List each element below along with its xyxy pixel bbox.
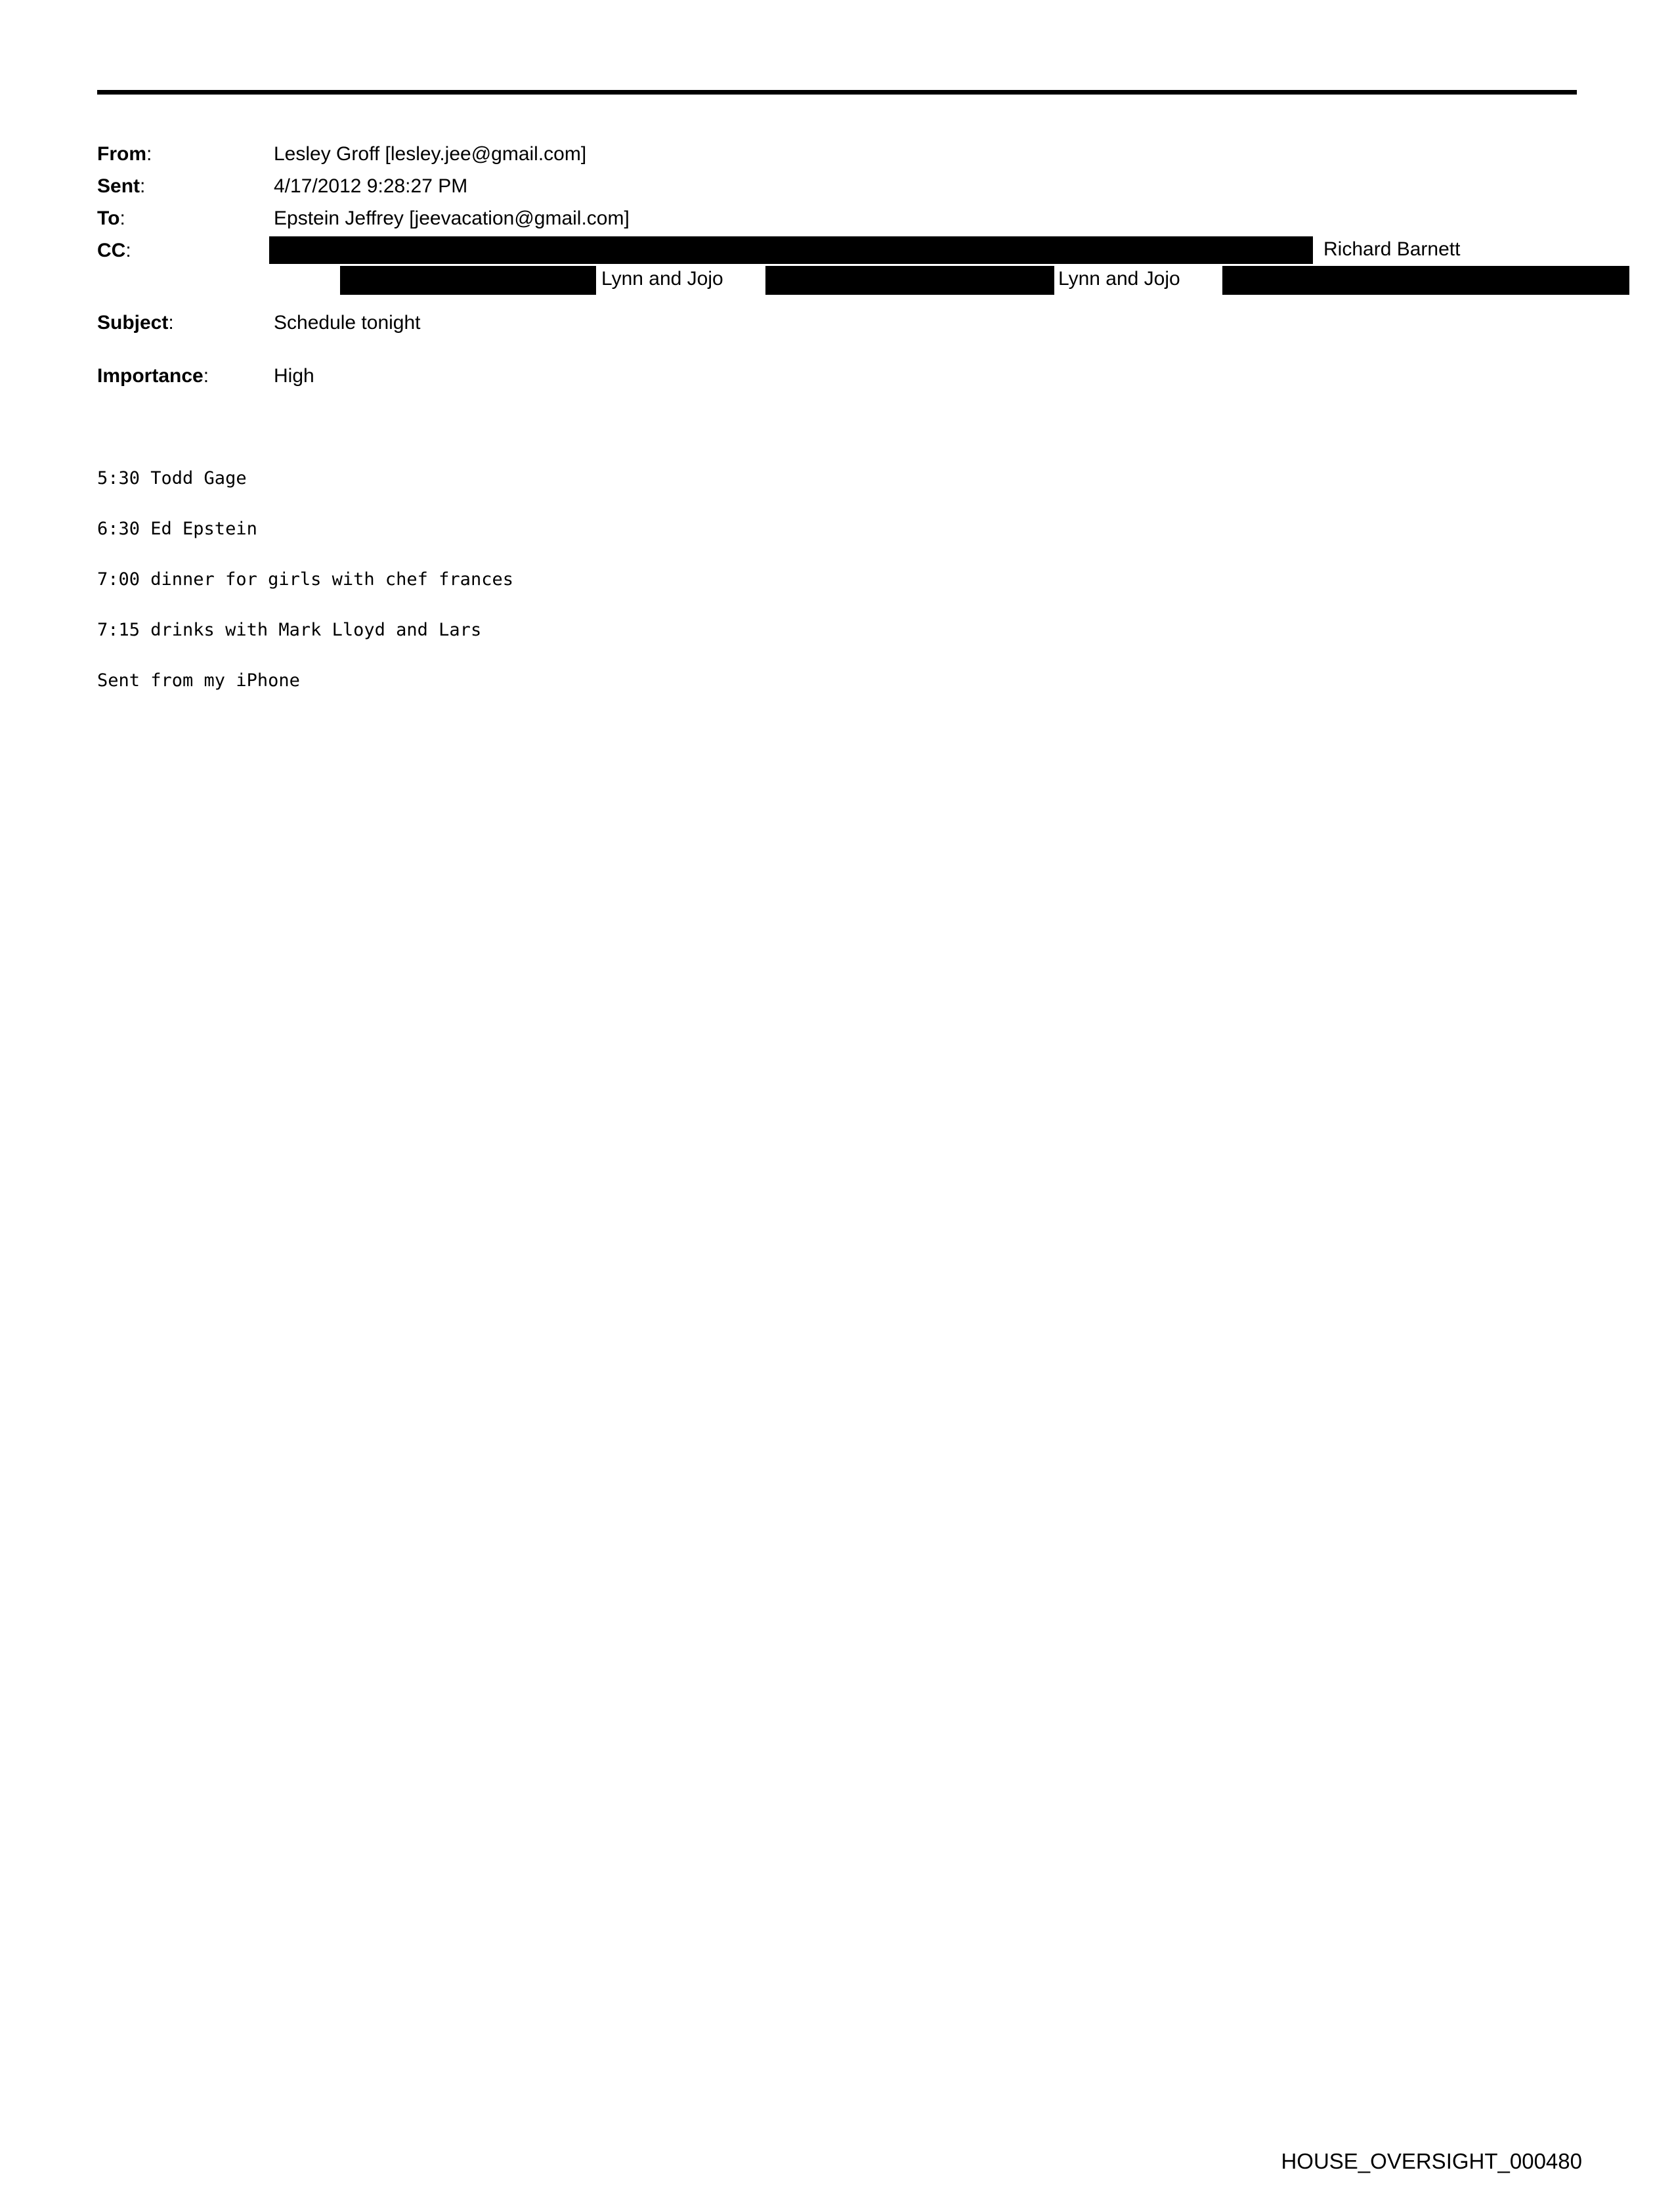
redaction-bar-cc-2: [340, 266, 596, 295]
header-value-from: Lesley Groff [lesley.jee@gmail.com]: [274, 143, 587, 165]
header-row-sent: [97, 170, 1581, 202]
header-row-to: [97, 202, 1581, 234]
header-row-from: [97, 138, 1581, 170]
header-value-importance: High: [274, 365, 314, 387]
header-value-sent: 4/17/2012 9:28:27 PM: [274, 175, 468, 197]
header-row-importance: [97, 360, 1581, 392]
email-body: [97, 453, 1541, 706]
header-label-sent: Sent:: [97, 175, 146, 197]
body-line: 6:30 Ed Epstein: [97, 519, 257, 539]
body-line: 5:30 Todd Gage: [97, 468, 247, 488]
redaction-bar-cc-3: [765, 266, 1054, 295]
header-value-to: Epstein Jeffrey [jeevacation@gmail.com]: [274, 207, 630, 229]
cc-fragment-lynn-and-jojo-2: Lynn and Jojo: [1058, 268, 1180, 290]
email-header-block: [97, 138, 1581, 392]
header-label-from: From:: [97, 143, 152, 165]
body-line-signature: Sent from my iPhone: [97, 670, 300, 691]
header-label-cc: CC:: [97, 240, 131, 261]
bates-number: HOUSE_OVERSIGHT_000480: [1281, 2149, 1582, 2173]
body-line: 7:00 dinner for girls with chef frances: [97, 569, 513, 590]
header-row-subject: [97, 307, 1581, 339]
header-label-to: To:: [97, 207, 125, 229]
cc-fragment-richard-barnett: Richard Barnett: [1323, 238, 1461, 260]
header-value-subject: Schedule tonight: [274, 312, 421, 334]
header-label-subject: Subject:: [97, 312, 174, 334]
cc-fragment-lynn-and-jojo-1: Lynn and Jojo: [601, 268, 723, 290]
header-label-importance: Importance:: [97, 365, 209, 387]
header-row-cc: [97, 234, 1581, 299]
body-line: 7:15 drinks with Mark Lloyd and Lars: [97, 620, 482, 640]
redaction-bar-cc-1: [269, 236, 1313, 264]
header-rule: [97, 90, 1577, 95]
redaction-bar-cc-4: [1222, 266, 1629, 295]
